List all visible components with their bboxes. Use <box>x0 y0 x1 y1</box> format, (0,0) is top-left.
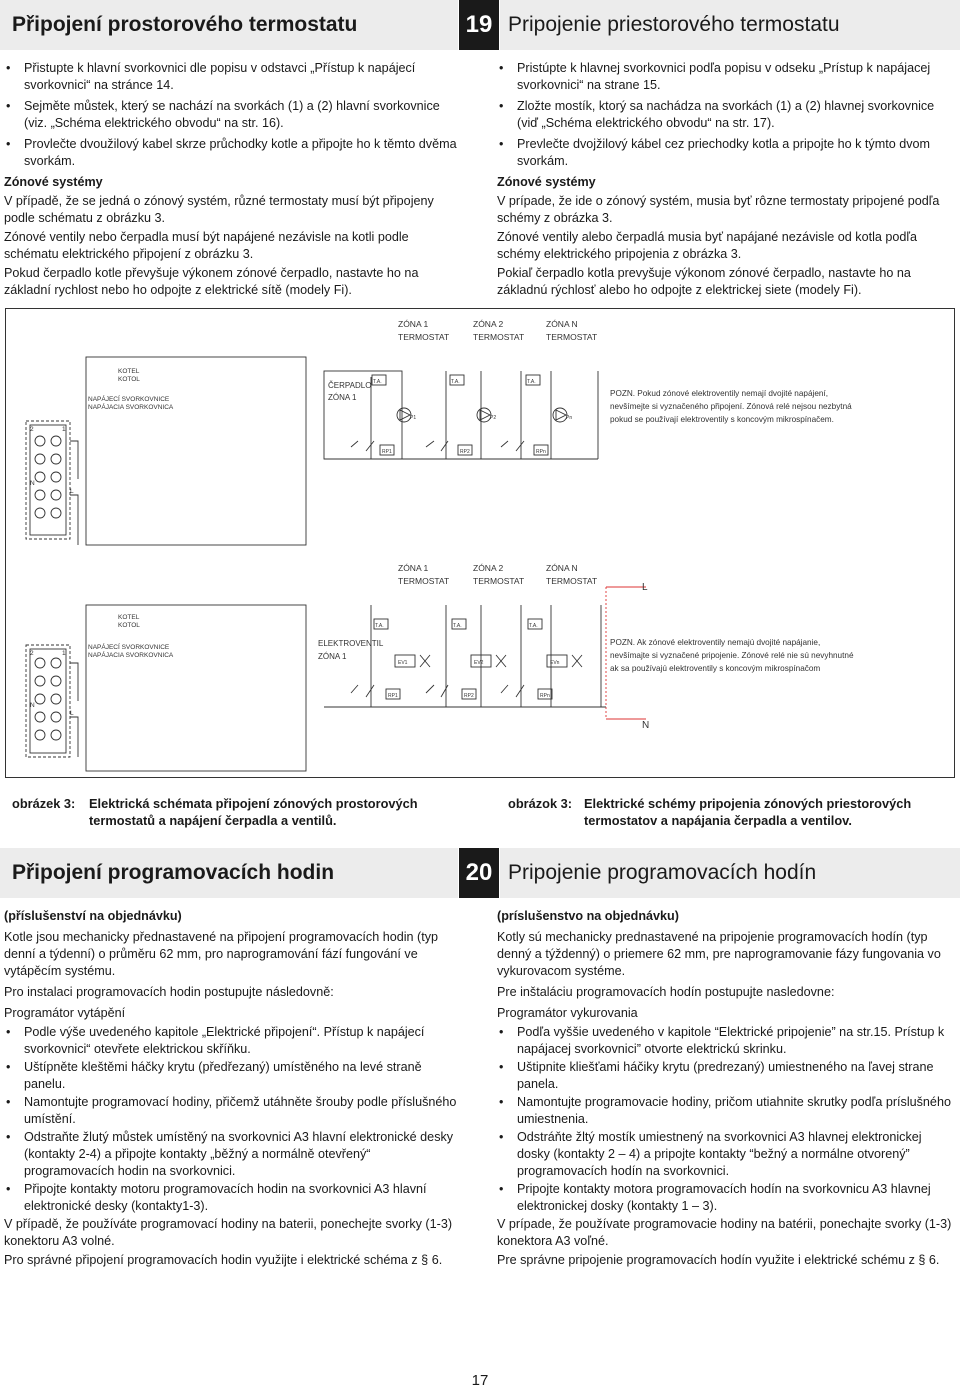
zone-label: ZÓNA 1 <box>398 563 429 573</box>
note-line: POZN. Pokud zónové elektroventily nemají dvojité napájení, <box>610 389 828 398</box>
list-item: • Namontujte programovacie hodiny, pričom utiahnite skrutky podľa príslušného umiestnenia. <box>497 1094 955 1128</box>
note-line: nevšímajte si vyznačené pripojenie. Zónové relé nie sú nevyhnutné <box>610 651 854 660</box>
figure-caption-cz <box>12 795 472 831</box>
terminal-number: L <box>70 710 74 717</box>
section-20-header-cz <box>0 848 458 898</box>
section-19-header-sk <box>500 0 960 50</box>
section-20-sk-column <box>497 908 955 1271</box>
wiring-diagram-figure <box>5 308 955 778</box>
section-19-sk-bullets <box>497 60 955 170</box>
terminal-number: N <box>30 480 35 487</box>
ta-label: T.A. <box>373 379 382 385</box>
paragraph: Pokud čerpadlo kotle převyšuje výkonem zónové čerpadlo, nastavte ho na základní rychlost nebo ho odpojte z elektrické sítě (modely Fi). <box>4 266 419 297</box>
paragraph: V prípade, že ide o zónový systém, musia byť rôzne termostaty pripojené podľa schémy z obrázka 3. <box>497 194 940 225</box>
list-item: • Podľa vyššie uvedeného v kapitole “Elektrické pripojenie” na str.15. Prístup k napájacej svorkovnici” otvorte elektrickú skrinku. <box>497 1024 955 1058</box>
thermostat-label: TERMOSTAT <box>546 332 598 342</box>
note-line: nevšímejte si vyznačeného připojení. Zónová relé nejsou nezbytná <box>610 402 852 411</box>
accessory-note-sk: (príslušenstvo na objednávku) <box>497 909 679 923</box>
thermostat-label: TERMOSTAT <box>546 576 598 586</box>
boiler-box-bottom <box>86 605 306 771</box>
list-item: • Uštípněte kleštěmi háčky krytu (předřezaný) umístěného na levé straně panelu. <box>4 1059 462 1093</box>
valve-zone-label: ZÓNA 1 <box>318 652 347 661</box>
section-20-sk-bullets <box>497 1024 955 1215</box>
programmer-heading-sk: Programátor vykurovania <box>497 1006 638 1020</box>
list-item: • Odstráňte žltý mostík umiestnený na svorkovnici A3 hlavnej elektronickej dosky (kontakty 2 – 4) a pripojte kontakty “bežný a normálne otvorený” programovacích hodín na svorkovnici. <box>497 1129 955 1180</box>
paragraph: V případě, že používáte programovací hodiny na baterii, ponechejte svorky (1-3) konektoru A3 volné. <box>4 1217 453 1248</box>
pump-unit-label: Pn <box>566 415 573 421</box>
section-19-header-cz <box>0 0 458 50</box>
valve-unit-label: EV2 <box>474 660 484 666</box>
terminal-number: 2 <box>30 426 34 433</box>
relay-label: RP1 <box>388 693 398 699</box>
section-20-title-sk: Pripojenie programovacích hodín <box>508 861 817 884</box>
ta-label: T.A. <box>527 379 536 385</box>
paragraph: Kotle jsou mechanicky přednastavené na připojení programovacích hodin (typ denní a týdenní) o průměru 62 mm, pro naprogramování fází fungování ve vytápěcím systému. <box>4 930 439 978</box>
section-20-header-sk <box>500 848 960 898</box>
relay-label: RPn <box>536 449 546 455</box>
list-item: • Prevlečte dvojžilový kábel cez priechodky kotla a pripojte ho k týmto dvom svorkám. <box>497 136 955 170</box>
line-l-label: L <box>642 582 648 593</box>
pump-unit-label: P1 <box>410 415 417 421</box>
list-item: • Odstraňte žlutý můstek umístěný na svorkovnici A3 hlavní elektronické desky (kontakty 2-4) a připojte kontakty „běžný a normálně otevřený“ programovacích hodin na svorkovnici. <box>4 1129 462 1180</box>
pump-unit-label: P2 <box>490 415 497 421</box>
paragraph: Kotly sú mechanicky prednastavené na pripojenie programovacích hodín (typ denný a týždenný) o priemere 62 mm, pre naprogramovanie fázy fungovania vo vykurovacom systéme. <box>497 930 941 978</box>
thermostat-label: TERMOSTAT <box>398 332 450 342</box>
terminal-number: 2 <box>30 650 34 657</box>
ta-label: T.A. <box>529 623 538 629</box>
section-19-title-cz: Připojení prostorového termostatu <box>12 13 358 36</box>
caption-line: termostatov a napájania čerpadla a ventilov. <box>584 813 852 828</box>
ta-label: T.A. <box>451 379 460 385</box>
section-19-cz-column <box>4 60 464 301</box>
terminal-label: NAPÁJACIA SVORKOVNICA <box>88 652 174 659</box>
terminal-label: NAPÁJECÍ SVORKOVNICE <box>88 396 170 403</box>
section-19-number: 19 <box>459 0 499 50</box>
zone-label: ZÓNA N <box>546 563 578 573</box>
pump-zone-label: ZÓNA 1 <box>328 393 357 402</box>
section-19-title-sk: Pripojenie priestorového termostatu <box>508 13 840 36</box>
section-20-number: 20 <box>459 848 499 898</box>
ta-label: T.A. <box>453 623 462 629</box>
terminal-number: 1 <box>62 650 66 657</box>
kotel-label: KOTEL <box>118 614 140 621</box>
terminal-label: NAPÁJECÍ SVORKOVNICE <box>88 644 170 651</box>
note-line: POZN. Ak zónové elektroventily nemajú dvojité napájanie, <box>610 638 821 647</box>
paragraph: Pro správné připojení programovacích hodin využijte i elektrické schéma z § 6. <box>4 1253 443 1267</box>
zone-label: ZÓNA 2 <box>473 319 504 329</box>
relay-label: RP2 <box>464 693 474 699</box>
caption-line: Elektrické schémy pripojenia zónových priestorových <box>584 796 912 811</box>
kotel-label: KOTEL <box>118 368 140 375</box>
section-20-cz-column <box>4 908 462 1271</box>
zone-systems-heading-sk: Zónové systémy <box>497 175 596 189</box>
list-item: • Přistupte k hlavní svorkovnici dle popisu v odstavci „Přístup k napájecí svorkovnici“ na stránce 14. <box>4 60 464 94</box>
thermostat-label: TERMOSTAT <box>398 576 450 586</box>
caption-label: obrázok 3: <box>508 796 572 811</box>
zone-systems-heading-cz: Zónové systémy <box>4 175 103 189</box>
kotol-label: KOTOL <box>118 376 140 383</box>
paragraph: Zónové ventily nebo čerpadla musí být napájené nezávisle na kotli podle schématu elektrického připojení z obrázku 3. <box>4 230 409 261</box>
accessory-note-cz: (příslušenství na objednávku) <box>4 909 182 923</box>
section-20-title-cz: Připojení programovacích hodin <box>12 861 335 884</box>
terminal-number: 1 <box>62 426 66 433</box>
list-item: • Zložte mostík, ktorý sa nachádza na svorkách (1) a (2) hlavnej svorkovnice (viď „Schéma elektrického obvodu“ na str. 17). <box>497 98 955 132</box>
section-19-sk-column <box>497 60 955 301</box>
note-line: pokud se používají elektroventily s koncovým mikrospínačem. <box>610 415 834 424</box>
paragraph: Pro instalaci programovacích hodin postupujte následovně: <box>4 985 334 999</box>
line-n-label: N <box>642 720 650 731</box>
paragraph: Zónové ventily alebo čerpadlá musia byť napájané nezávisle od kotla podľa schémy elektrického pripojenia z obrázka 3. <box>497 230 918 261</box>
valve-unit-label: EV1 <box>398 660 408 666</box>
note-line: ak sa používajú elektroventily s koncovým mikrospínačom <box>610 664 821 673</box>
list-item: • Podle výše uvedeného kapitole „Elektrické připojení“. Přístup k napájecí svorkovnici“ otevřete elektrickou skříňku. <box>4 1024 462 1058</box>
list-item: • Namontujte programovací hodiny, přičemž utáhněte šrouby podle příslušného umístění. <box>4 1094 462 1128</box>
terminal-number: N <box>30 702 35 709</box>
boiler-box-top <box>86 357 306 545</box>
programmer-heading-cz: Programátor vytápění <box>4 1006 126 1020</box>
zone-label: ZÓNA N <box>546 319 578 329</box>
page-number: 17 <box>471 1372 489 1389</box>
zone-label: ZÓNA 2 <box>473 563 504 573</box>
list-item: • Připojte kontakty motoru programovacích hodin na svorkovnici A3 hlavní elektronické desky (kontakty1-3). <box>4 1181 462 1215</box>
terminal-number: L <box>70 488 74 495</box>
figure-caption-sk <box>508 795 958 831</box>
section-20-cz-bullets <box>4 1024 462 1215</box>
paragraph: Pokiaľ čerpadlo kotla prevyšuje výkonom zónové čerpadlo, nastavte ho na základnú rýchlosť alebo ho odpojte z elektrickej siete (modely Fi). <box>497 266 911 297</box>
list-item: • Sejměte můstek, který se nachází na svorkách (1) a (2) hlavní svorkovnice (viz. „Schéma elektrického obvodu“ na str. 16). <box>4 98 464 132</box>
section-19-cz-bullets <box>4 60 464 170</box>
valve-unit-label: EVn <box>550 660 560 666</box>
caption-line: termostatů a napájení čerpadla a ventilů. <box>89 813 337 828</box>
paragraph: Pre inštaláciu programovacích hodín postupujte nasledovne: <box>497 985 835 999</box>
valve-label: ELEKTROVENTIL <box>318 639 384 648</box>
zone-label: ZÓNA 1 <box>398 319 429 329</box>
caption-text <box>584 795 911 829</box>
paragraph: V prípade, že používate programovacie hodiny na batérii, ponechajte svorky (1-3) konektora A3 voľné. <box>497 1217 952 1248</box>
list-item: • Pristúpte k hlavnej svorkovnici podľa popisu v odseku „Prístup k napájacej svorkovnici“ na strane 15. <box>497 60 955 94</box>
relay-label: RP2 <box>460 449 470 455</box>
list-item: • Pripojte kontakty motora programovacích hodín na svorkovnicu A3 hlavnej elektronickej dosky (kontakty 1 – 3). <box>497 1181 955 1215</box>
pump-label: ČERPADLO <box>328 381 372 390</box>
thermostat-label: TERMOSTAT <box>473 332 525 342</box>
ta-label: T.A. <box>375 623 384 629</box>
caption-text <box>89 795 418 829</box>
wiring-diagram-svg <box>6 309 953 776</box>
terminal-label: NAPÁJACIA SVORKOVNICA <box>88 404 174 411</box>
paragraph: Pre správne pripojenie programovacích hodín využite i elektrické schému z § 6. <box>497 1253 940 1267</box>
relay-label: RPn <box>540 693 550 699</box>
paragraph: V případě, že se jedná o zónový systém, různé termostaty musí být připojeny podle schématu z obrázku 3. <box>4 194 434 225</box>
relay-label: RP1 <box>382 449 392 455</box>
list-item: • Uštipnite kliešťami háčiky krytu (predrezaný) umiestneného na ľavej strane panela. <box>497 1059 955 1093</box>
kotol-label: KOTOL <box>118 622 140 629</box>
list-item: • Provlečte dvoužilový kabel skrze průchodky kotle a připojte ho k těmto dvěma svorkám. <box>4 136 464 170</box>
caption-line: Elektrická schémata připojení zónových prostorových <box>89 796 418 811</box>
thermostat-label: TERMOSTAT <box>473 576 525 586</box>
caption-label: obrázek 3: <box>12 796 76 811</box>
